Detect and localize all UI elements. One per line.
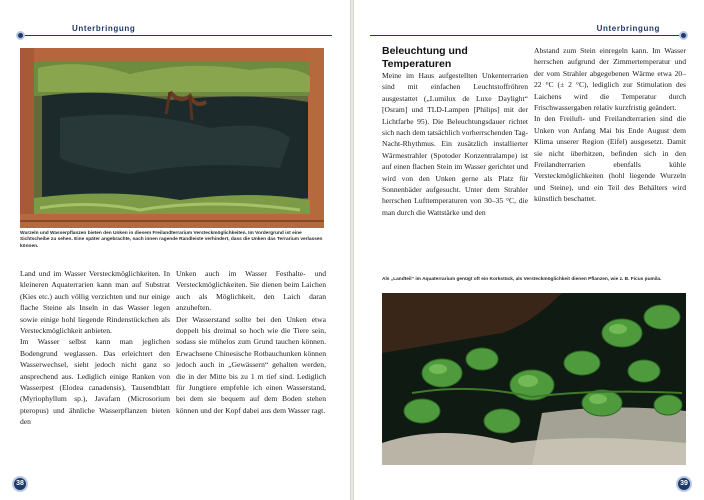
header-dot-icon <box>16 31 25 40</box>
paragraph: Im Wasser selbst kann man jeglichen Bodengrund weglassen. Das erleichtert den Wasserwechsel, sieht jedoch nicht ganz so ansprechend aus. Lediglich einige Ranken von Wasserpest (Elodea canadensis), Tausendblatt (Myriophyllum sp.), Javafarn (Microsorium pteropus) und ähnliche Wasserpflanzen bieten den <box>20 337 170 427</box>
text-column-1 <box>382 70 528 218</box>
running-head: Unterbringung <box>72 24 136 33</box>
paragraph: In den Freiluft- und Freilandterrarien sind die Unken von Anfang Mai bis Ende August dem Klima unserer Region (Eifel) ausgesetzt. Damit sie nicht überhitzen, befinden sich in den Freilandterrarien ebenfalls kühle Versteckmöglichkeiten (hohl liegende Wurzeln und Steine), und ein Teil des Behälters wird künstlich beschattet. <box>534 114 686 204</box>
right-page <box>354 0 704 500</box>
running-head: Unterbringung <box>596 24 660 33</box>
photo-caption: Wurzeln und Wasserpflanzen bieten den Unken in diesem Freilandterrarium Versteckmöglichkeiten. Im Vordergrund ist eine Sichtscheibe zu sehen. Eine später angebrachte, nach innen ragende Randleiste verhindert, dass die Unken das Terrarium verlassen können. <box>20 231 323 249</box>
terrarium-photo <box>20 48 324 228</box>
page-number: 39 <box>676 476 692 492</box>
text-column-2 <box>534 45 686 205</box>
photo-caption: Als „Landteil“ im Aquaterrarium genügt oft ein Korkstück, als Versteckmöglichkeit dienen Pflanzen, wie z. B. Ficus pumila. <box>382 277 662 282</box>
paragraph: Meine im Haus aufgestellten Unkenterrarien sind mit einfachen Leuchtstoffröhren ausgestattet („Lumilux de Luxe Daylight“ [Osram] und TLD-Lampen [Philips] mit der Lichtfarbe 95). Die Beleuchtungsdauer richtet sich nach dem tatsächlich vorherrschenden Tag-Nacht-Rhythmus. Ein zusätzlich installierter Wärmestrahler (Spotoder Konzentralampe) ist auf einen flachen Stein im Wasser gerichtet und wird von den Unken gerne als Platz für Sonnenbäder aufgesucht. Unter dem Strahler herrschen Lufttemperaturen von 30–35 °C, die man durch die Wattstärke und den <box>382 71 528 217</box>
plant-photo <box>382 293 686 465</box>
text-column-1 <box>20 268 170 428</box>
page-number: 38 <box>12 476 28 492</box>
paragraph: Abstand zum Stein einregeln kann. Im Wasser herrschen aufgrund der Zimmertemperatur und der vom Strahler abgegebenen Wärme etwa 20–22 °C (± 2 °C), lediglich zur Stimulation des Laichens wird die Temperatur durch Frischwassergaben relativ kurzfristig geändert. <box>534 46 686 113</box>
section-heading: Beleuchtung und Temperaturen <box>382 45 468 70</box>
header-rule <box>370 35 682 36</box>
paragraph: Der Wasserstand sollte bei den Unken etwa doppelt bis dreimal so hoch wie die Tiere sein, sodass sie mühelos zum Grund tauchen können. Erwachsene Chinesische Rotbauchunken können jedoch auch in „Gewässern“ gehalten werden, die in der Mitte bis zu 1 m tief sind. Lediglich für Jungtiere empfehle ich einen Wasserstand, bei dem sie bequem auf dem Boden stehen können und der Kopf dabei aus dem Wasser ragt. <box>176 314 326 415</box>
left-page <box>0 0 350 500</box>
terrarium-photo-illustration <box>20 48 324 228</box>
header-dot-icon <box>679 31 688 40</box>
plant-photo-illustration <box>382 293 686 465</box>
text-column-2 <box>176 268 326 416</box>
header-rule <box>22 35 332 36</box>
paragraph: Land und im Wasser Versteckmöglichkeiten. In kleineren Aquaterrarien kann man auf Substrat (Kies etc.) auch völlig verzichten und nur einige flache Steine als Inseln in das Wasser legen sowie einige hohl liegende Rindenstückchen als Versteckmöglichkeit anbieten. <box>20 269 170 336</box>
paragraph: Unken auch im Wasser Festhalte- und Versteckmöglichkeiten. Sie dienen beim Laichen auch als Möglichkeit, den Laich daran anzuheften. <box>176 269 326 313</box>
